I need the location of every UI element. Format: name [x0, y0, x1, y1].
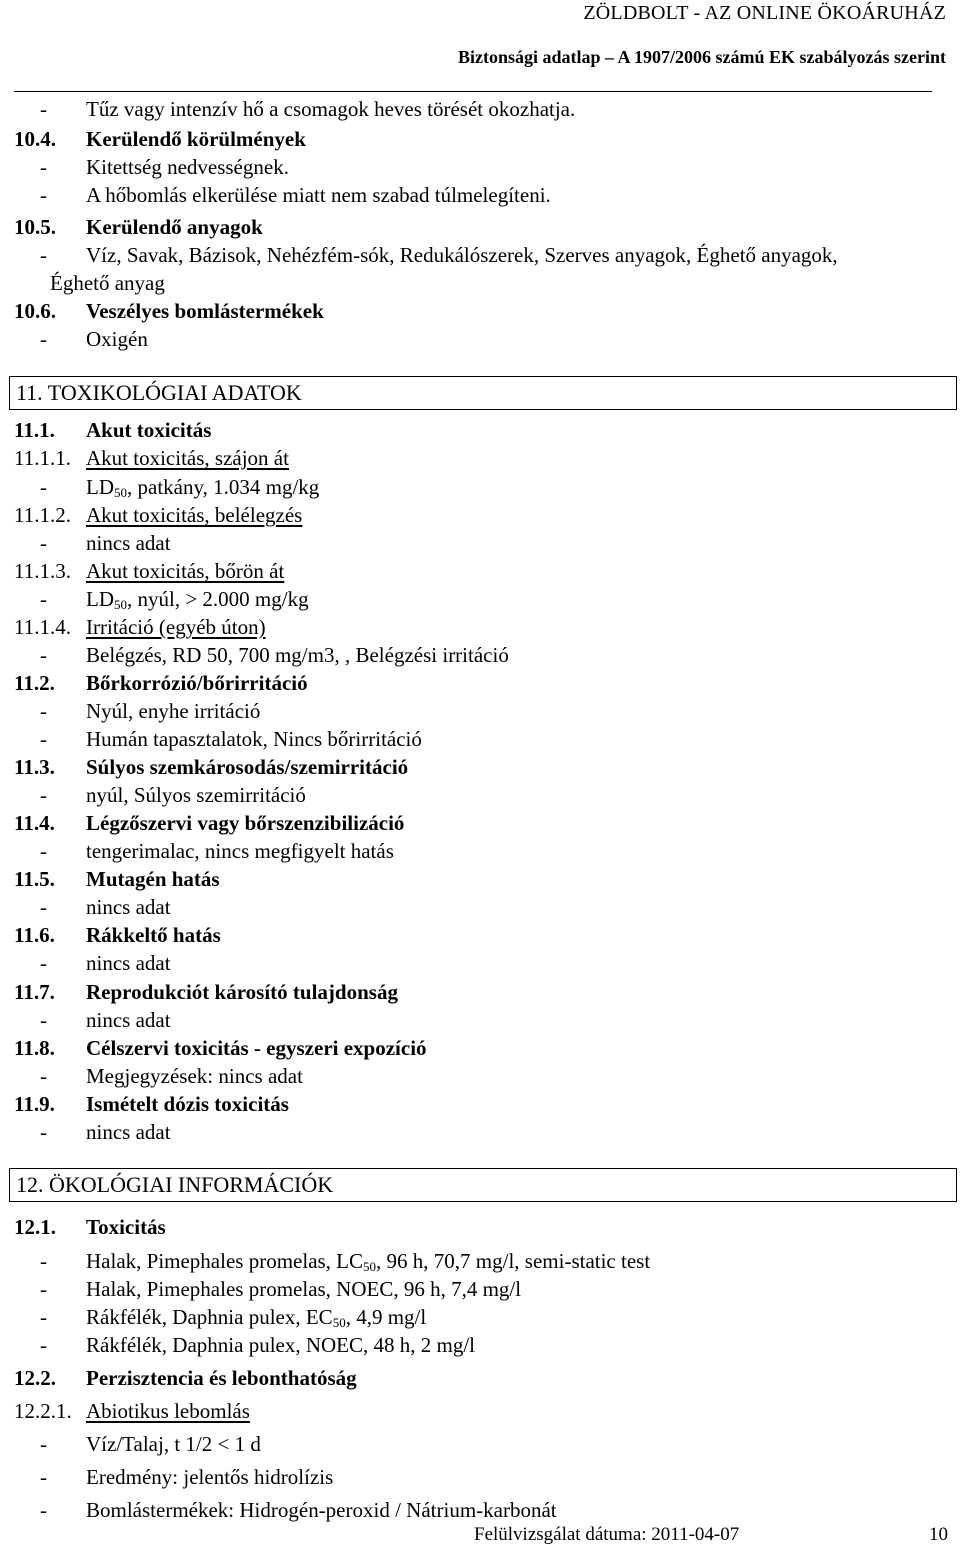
list-item: - Oxigén	[40, 327, 148, 351]
subsection-heading: 12.1. Toxicitás	[14, 1215, 166, 1239]
list-item: - Humán tapasztalatok, Nincs bőrirritáció	[40, 727, 422, 751]
list-item: - Víz, Savak, Bázisok, Nehézfém-sók, Redukálószerek, Szerves anyagok, Éghető anyagok,	[40, 243, 838, 267]
list-item: - $LD_{50}$, patkány, 1.034 mg/kg	[40, 475, 320, 500]
subsection-heading: 10.6. Veszélyes bomlástermékek	[14, 299, 324, 323]
list-item: - A hőbomlás elkerülése miatt nem szabad túlmelegíteni.	[40, 183, 551, 207]
list-item: - Belégzés, RD 50, 700 mg/m3, , Belégzési irritáció	[40, 643, 509, 667]
subsubsection-heading: 11.1.1. Akut toxicitás, szájon át	[14, 446, 289, 470]
list-item: - nincs adat	[40, 1008, 171, 1032]
section-title-12: 12. ÖKOLÓGIAI INFORMÁCIÓK	[9, 1168, 957, 1202]
list-item: - nincs adat	[40, 951, 171, 975]
list-item: - Nyúl, enyhe irritáció	[40, 699, 261, 723]
subsubsection-heading: 11.1.4. Irritáció (egyéb úton)	[14, 615, 266, 639]
subsubsection-heading: 11.1.2. Akut toxicitás, belélegzés	[14, 503, 303, 527]
list-item: - Megjegyzések: nincs adat	[40, 1064, 303, 1088]
footer-revision-date: Felülvizsgálat dátuma: 2011-04-07	[474, 1524, 740, 1545]
list-item-continuation: Éghető anyag	[50, 271, 165, 295]
subsection-heading: 11.4. Légzőszervi vagy bőrszenzibilizáció	[14, 811, 405, 835]
list-item: - Rákfélék, Daphnia pulex, $EC_{50}$, 4,9 mg/l	[40, 1305, 427, 1330]
list-item: - Víz/Talaj, t 1/2 < 1 d	[40, 1432, 261, 1456]
page-number: 10	[929, 1524, 948, 1545]
subsection-heading: 11.3. Súlyos szemkárosodás/szemirritáció	[14, 755, 409, 779]
subsection-heading: 11.6. Rákkeltő hatás	[14, 923, 221, 947]
subsection-heading: 11.8. Célszervi toxicitás - egyszeri expozíció	[14, 1036, 427, 1060]
list-item: - Halak, Pimephales promelas, NOEC, 96 h, 7,4 mg/l	[40, 1277, 522, 1301]
header-divider	[14, 91, 932, 92]
list-item: - Tűz vagy intenzív hő a csomagok heves törését okozhatja.	[14, 96, 575, 122]
list-item: - Kitettség nedvességnek.	[40, 155, 289, 179]
subsection-heading: 11.5. Mutagén hatás	[14, 867, 220, 891]
list-item: - Eredmény: jelentős hidrolízis	[40, 1465, 334, 1489]
subsection-heading: 11.9. Ismételt dózis toxicitás	[14, 1092, 289, 1116]
section-title-11: 11. TOXIKOLÓGIAI ADATOK	[9, 376, 957, 410]
list-item: - nincs adat	[40, 895, 171, 919]
list-item: - nincs adat	[40, 531, 171, 555]
list-item: - tengerimalac, nincs megfigyelt hatás	[40, 839, 394, 863]
list-item: - nincs adat	[40, 1120, 171, 1144]
list-item: - Bomlástermékek: Hidrogén-peroxid / Nátrium-karbonát	[40, 1498, 557, 1522]
subsection-heading: 11.2. Bőrkorrózió/bőrirritáció	[14, 671, 308, 695]
subsection-heading: 11.7. Reprodukciót károsító tulajdonság	[14, 980, 398, 1004]
subsubsection-heading: 11.1.3. Akut toxicitás, bőrön át	[14, 559, 285, 583]
subsection-heading: 11.1. Akut toxicitás	[14, 418, 212, 442]
subsection-heading: 10.5. Kerülendő anyagok	[14, 215, 263, 239]
header-subtitle: Biztonsági adatlap – A 1907/2006 számú EK szabályozás szerint	[457, 47, 946, 67]
subsubsection-heading: 12.2.1. Abiotikus lebomlás	[14, 1399, 250, 1423]
subsection-heading: 12.2. Perzisztencia és lebonthatóság	[14, 1366, 357, 1390]
subsection-heading: 10.4. Kerülendő körülmények	[14, 127, 306, 151]
header-company: ZÖLDBOLT - AZ ONLINE ÖKOÁRUHÁZ	[583, 2, 946, 24]
list-item: - $LD_{50}$, nyúl, > 2.000 mg/kg	[40, 587, 309, 612]
list-item: - Halak, Pimephales promelas, $LC_{50}$, 96 h, 70,7 mg/l, semi-static test	[40, 1249, 651, 1274]
bullet-dash: -	[40, 97, 47, 121]
list-item: - Rákfélék, Daphnia pulex, NOEC, 48 h, 2 mg/l	[40, 1333, 476, 1357]
list-item: - nyúl, Súlyos szemirritáció	[40, 783, 306, 807]
